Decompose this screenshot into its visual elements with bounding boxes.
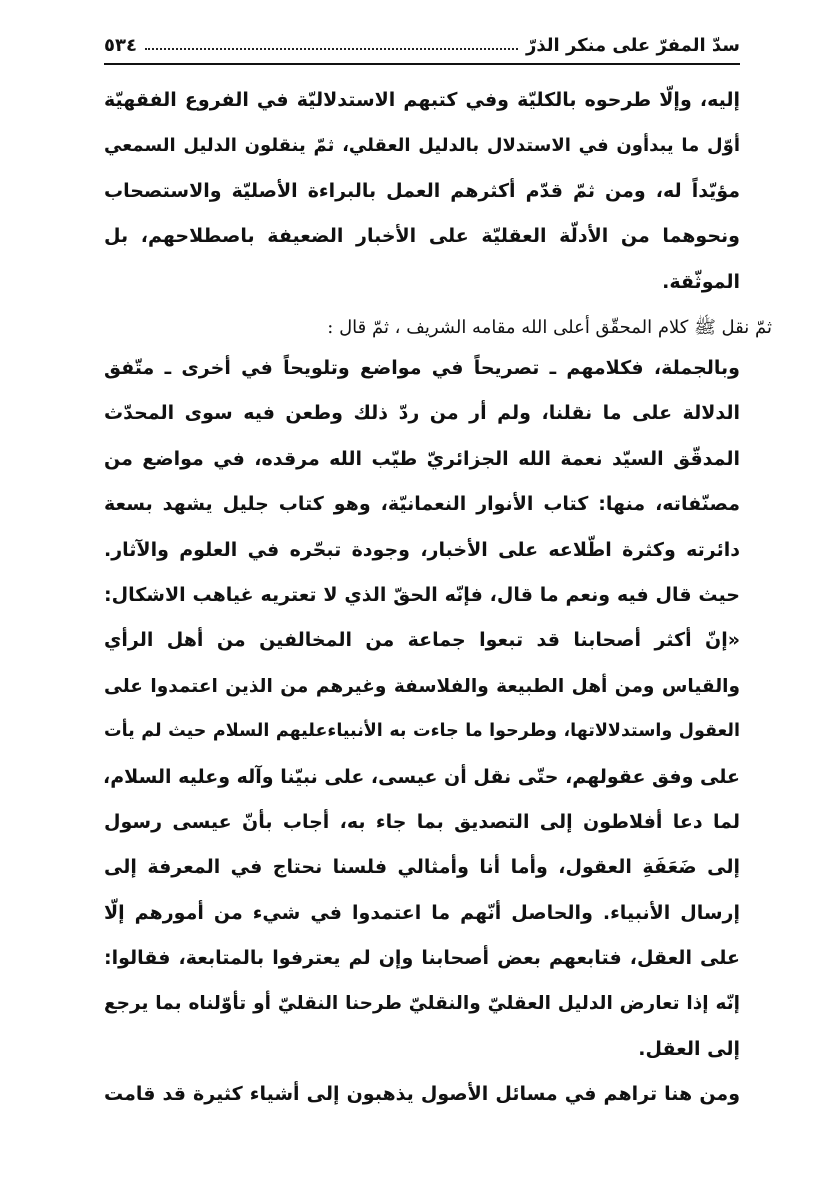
text-line: ومن هنا تراهم في مسائل الأصول يذهبون إلى أشياء كثيرة قد قامت: [104, 1083, 740, 1105]
text-line: ونحوهما من الأدلّة العقليّة على الأخبار الضعيفة باصطلاحهم، بل: [104, 225, 740, 248]
text-line: مؤيّداً له، ومن ثمّ قدّم أكثرهم العمل بالبراءة الأصليّة والاستصحاب: [104, 179, 740, 202]
text-line: إرسال الأنبياء. والحاصل أنّهم ما اعتمدوا في شيء من أمورهم إلّا: [104, 901, 740, 924]
leader-dots: [145, 48, 518, 50]
transition-line: ثمّ نقل ﷺ كلام المحقّق أعلى الله مقامه الشريف ، ثمّ قال :: [327, 317, 772, 338]
text-line: على وفق عقولهم، حتّى نقل أن عيسى، على نبيّنا وآله وعليه السلام،: [103, 765, 740, 788]
running-header-title: سدّ المفرّ على منكر الذرّ: [525, 34, 740, 56]
text-line: الموثّقة.: [662, 270, 740, 293]
text-line: لما دعا أفلاطون إلى التصديق بما جاء به، أجاب بأنّ عيسى رسول: [104, 810, 740, 833]
page-number: ٥٣٤: [104, 34, 137, 56]
text-line: أوّل ما يبدأون في الاستدلال بالدليل العقلي، ثمّ ينقلون الدليل السمعي: [104, 135, 740, 157]
quoted-passage: [104, 346, 740, 1072]
paragraph-continuation: [104, 78, 740, 305]
text-line: «إنّ أكثر أصحابنا قد تبعوا جماعة من المخالفين من أهل الرأي: [104, 629, 740, 652]
header-rule: [104, 63, 740, 65]
text-line: والقياس ومن أهل الطبيعة والفلاسفة وغيرهم من الذين اعتمدوا على: [104, 675, 740, 697]
text-line: وبالجملة، فكلامهم ـ تصريحاً في مواضع وتلويحاً في أخرى ـ متّفق: [104, 357, 740, 379]
text-line: العقول واستدلالاتها، وطرحوا ما جاءت به الأنبياءعليهم السلام حيث لم يأت: [104, 721, 740, 742]
text-line: على العقل، فتابعهم بعض أصحابنا وإن لم يعترفوا بالمتابعة، فقالوا:: [104, 947, 740, 970]
paragraph-next: [104, 1072, 740, 1117]
text-line: إلى ضَعَفَةِ العقول، وأما أنا وأمثالي فلسنا نحتاج في المعرفة إلى: [104, 856, 740, 879]
text-line: إلى العقل.: [638, 1037, 740, 1060]
text-line: الدلالة على ما نقلنا، ولم أر من ردّ ذلك وطعن فيه سوى المحدّث: [104, 402, 740, 425]
text-line: المدقّق السيّد نعمة الله الجزائريّ طيّب الله مرقده، في مواضع من: [104, 447, 740, 470]
text-line: إليه، وإلّا طرحوه بالكليّة وفي كتبهم الاستدلاليّة في الفروع الفقهيّة: [104, 89, 740, 111]
text-line: مصنّفاته، منها: كتاب الأنوار النعمانيّة، وهو كتاب جليل يشهد بسعة: [104, 493, 740, 516]
text-line: حيث قال فيه ونعم ما قال، فإنّه الحقّ الذي لا تعتريه غياهب الاشكال:: [104, 583, 740, 606]
text-line: إنّه إذا تعارض الدليل العقليّ والنقليّ طرحنا النقليّ أو تأوّلناه بما يرجع: [104, 993, 740, 1015]
running-header: [104, 30, 740, 60]
text-line: دائرته وكثرة اطّلاعه على الأخبار، وجودة تبحّره في العلوم والآثار.: [104, 538, 740, 561]
